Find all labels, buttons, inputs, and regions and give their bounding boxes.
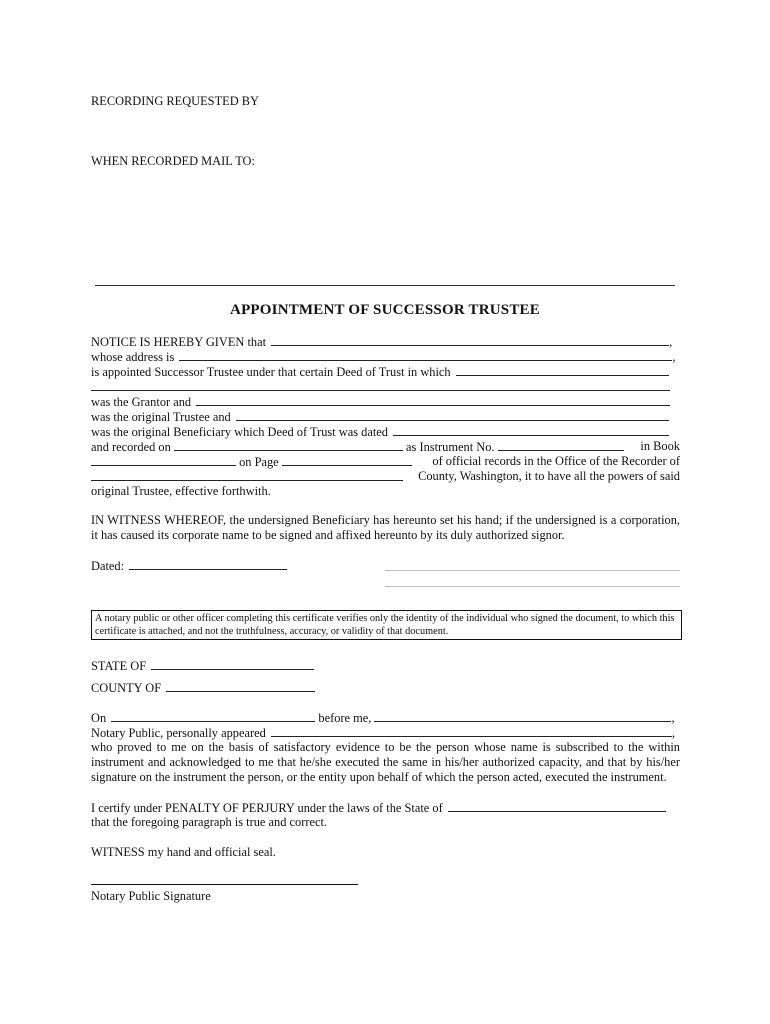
beneficiary-signature-line-1[interactable] [385, 560, 680, 571]
instrument-number-field[interactable] [498, 439, 624, 451]
grantor-name-field[interactable] [91, 379, 670, 391]
notice-line: NOTICE IS HEREBY GIVEN that , [91, 335, 673, 349]
recorded-line [91, 439, 680, 455]
certify-suffix: that the foregoing paragraph is true and correct. [91, 815, 328, 829]
original-beneficiary-line [91, 424, 669, 440]
header-divider [95, 275, 675, 286]
recorded-on-text: and recorded on [91, 440, 171, 454]
certify-line [91, 800, 666, 816]
grantor-field[interactable] [196, 394, 670, 406]
county-of-line [91, 680, 315, 696]
page-line [91, 454, 680, 470]
successor-trustee-field[interactable] [271, 334, 669, 346]
official-records-text: of official records in the Office of the Recorder of [432, 454, 680, 468]
appeared-name-field[interactable] [271, 725, 672, 737]
grantor-text: was the Grantor and [91, 395, 192, 409]
address-line: whose address is , [91, 350, 676, 364]
on-label: On [91, 711, 107, 725]
proved-paragraph: who proved to me on the basis of satisfactory evidence to be the person whose name is subscribed to the within instrument and acknowledged to me that he/she executed the same in his/her authorized capacity, and that by his/her signature on the instrument the person, or the entity upon behalf of which the person acted, executed the instrument. [91, 740, 680, 784]
witness-whereof-paragraph: IN WITNESS WHEREOF, the undersigned Beneficiary has hereunto set his hand; if the undersigned is a corporation, it has caused its corporate name to be signed and affixed hereunto by its duly authorized signor. [91, 513, 680, 542]
original-trustee-line [91, 409, 669, 425]
document-title: APPOINTMENT OF SUCCESSOR TRUSTEE [230, 302, 540, 318]
effective-line: original Trustee, effective forthwith. [91, 484, 271, 498]
notary-signature-label: Notary Public Signature [91, 889, 211, 903]
page-field[interactable] [282, 454, 412, 466]
dated-line [91, 558, 287, 574]
as-instrument-text: as Instrument No. [406, 440, 495, 454]
county-washington-text: County, Washington, it to have all the powers of said [418, 469, 680, 483]
certify-prefix: I certify under PENALTY OF PERJURY under the laws of the State of [91, 801, 443, 815]
recording-requested-label: RECORDING REQUESTED BY [91, 94, 259, 108]
state-of-label: STATE OF [91, 659, 147, 673]
when-recorded-label: WHEN RECORDED MAIL TO: [91, 154, 255, 168]
appointed-line [91, 364, 669, 380]
address-prefix: whose address is [91, 350, 175, 364]
appointed-text: is appointed Successor Trustee under that certain Deed of Trust in which [91, 365, 451, 379]
personally-appeared-line: Notary Public, personally appeared , [91, 726, 676, 740]
on-line: On before me, , [91, 711, 675, 725]
notice-prefix: NOTICE IS HEREBY GIVEN that [91, 335, 267, 349]
notary-name-field[interactable] [374, 710, 671, 722]
deed-of-trust-field[interactable] [456, 364, 669, 376]
original-trustee-field[interactable] [236, 409, 669, 421]
grantor-name-line [91, 379, 670, 395]
dated-label: Dated: [91, 559, 125, 573]
before-me-label: before me, [318, 711, 372, 725]
book-field[interactable] [91, 454, 236, 466]
county-line [91, 469, 680, 485]
state-line [91, 658, 314, 674]
county-of-field[interactable] [166, 680, 315, 692]
notary-notice-box: A notary public or other officer completing this certificate verifies only the identity of the individual who signed the document, to which this certificate is attached, and not the truthfulness, accuracy, or validity of that document. [91, 610, 682, 640]
certify-state-field[interactable] [448, 800, 666, 812]
recorded-date-field[interactable] [174, 439, 403, 451]
address-field[interactable] [179, 349, 672, 361]
notary-signature-line[interactable] [91, 874, 358, 885]
county-field[interactable] [91, 469, 403, 481]
acknowledgment-date-field[interactable] [111, 710, 315, 722]
witness-hand-line: WITNESS my hand and official seal. [91, 845, 276, 859]
beneficiary-signature-line-2[interactable] [385, 576, 680, 587]
personally-appeared-label: Notary Public, personally appeared [91, 726, 266, 740]
original-beneficiary-text: was the original Beneficiary which Deed of Trust was dated [91, 425, 388, 439]
in-book-text: in Book [640, 439, 680, 453]
state-field[interactable] [151, 658, 314, 670]
county-of-label: COUNTY OF [91, 681, 162, 695]
deed-date-field[interactable] [393, 424, 669, 436]
original-trustee-text: was the original Trustee and [91, 410, 231, 424]
dated-field[interactable] [129, 558, 287, 570]
on-page-text: on Page [239, 455, 279, 469]
grantor-line [91, 394, 670, 410]
